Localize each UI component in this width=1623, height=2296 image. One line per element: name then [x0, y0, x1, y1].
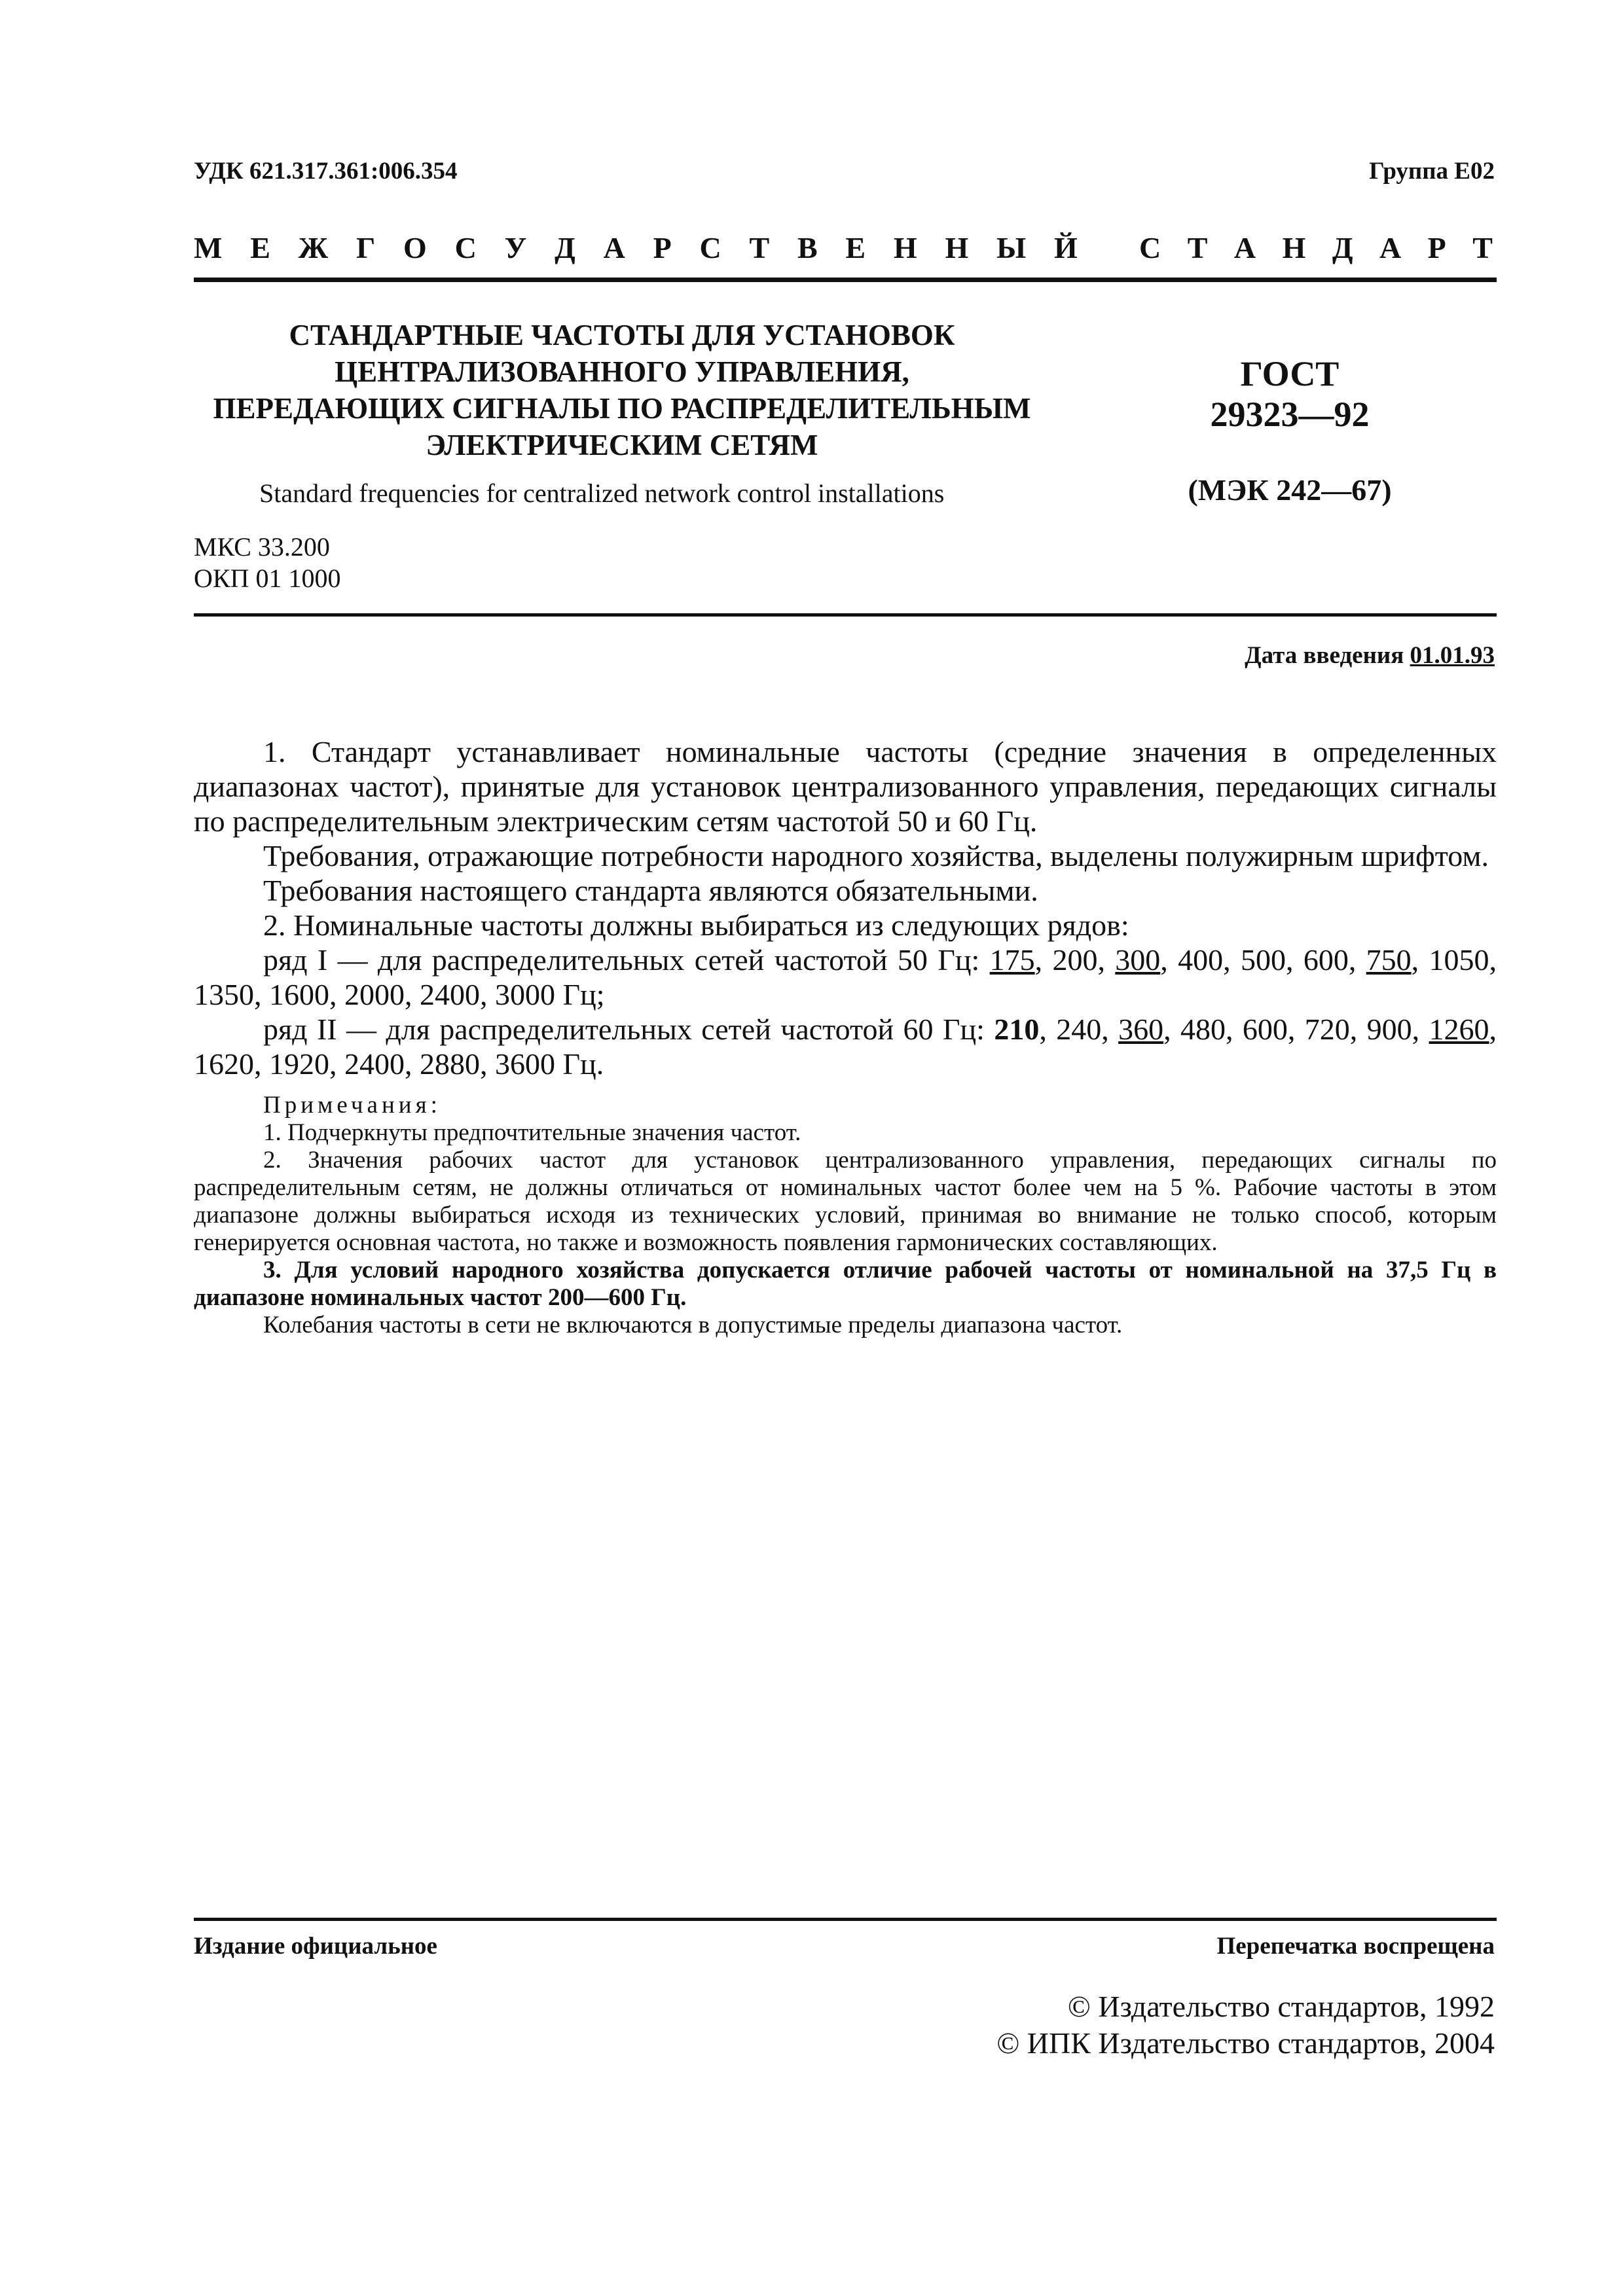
intro-date-value: 01.01.93: [1410, 642, 1495, 669]
frequency-value: 480: [1180, 1013, 1226, 1046]
interstate-letter: В: [797, 231, 818, 264]
separator: ,: [480, 1047, 495, 1081]
okp-code: ОКП 01 1000: [194, 564, 341, 593]
separator: ,: [1225, 1013, 1243, 1046]
frequency-value: 1620: [194, 1047, 254, 1081]
frequency-value: 1600: [269, 978, 329, 1011]
interstate-letter: Й: [1053, 231, 1078, 264]
footer-rule: [194, 1918, 1497, 1921]
separator: ,: [1489, 943, 1497, 977]
separator: ,: [1163, 1013, 1180, 1046]
reprint-prohibited: Перепечатка воспрещена: [1216, 1933, 1495, 1960]
title-line: ПЕРЕДАЮЩИХ СИГНАЛЫ ПО РАСПРЕДЕЛИТЕЛЬНЫМ: [213, 392, 1031, 425]
note-item: 1. Подчеркнуты предпочтительные значения частот.: [263, 1119, 801, 1146]
standard-letter: Н: [1282, 231, 1306, 264]
frequency-value: 1050: [1429, 943, 1489, 977]
standard-letter: А: [1379, 231, 1402, 264]
copyright-block: [996, 1988, 1495, 2062]
gost-designation: [1113, 353, 1467, 435]
series-unit: Гц;: [562, 978, 605, 1011]
standard-letter: Т: [1472, 231, 1493, 264]
separator: [555, 1047, 563, 1081]
separator: [555, 978, 563, 1011]
standard-letter: Р: [1427, 231, 1446, 264]
separator: ,: [1287, 1013, 1305, 1046]
standard-heading: [1139, 230, 1493, 265]
title-line: ЭЛЕКТРИЧЕСКИМ СЕТЯМ: [426, 429, 818, 461]
series-label: ряд I — для распределительных сетей частотой 50 Гц:: [263, 943, 990, 977]
top-rule: [194, 278, 1497, 282]
frequency-value: 2400: [420, 978, 480, 1011]
frequency-value: 720: [1304, 1013, 1350, 1046]
separator: ,: [254, 1047, 269, 1081]
frequency-series-2: [194, 1012, 1497, 1081]
title-line: ЦЕНТРАЛИЗОВАННОГО УПРАВЛЕНИЯ,: [335, 355, 909, 388]
introduction-date: [1245, 641, 1495, 670]
paragraph: 2. Номинальные частоты должны выбираться из следующих рядов:: [263, 908, 1129, 942]
standard-letter: А: [1233, 231, 1256, 264]
interstate-letter: Г: [356, 231, 376, 264]
frequency-value: 175: [989, 943, 1035, 977]
interstate-letter: О: [403, 231, 427, 264]
frequency-value: 360: [1118, 1013, 1164, 1046]
interstate-letter: Р: [653, 231, 672, 264]
copyright-line: © ИПК Издательство стандартов, 2004: [996, 2026, 1495, 2060]
separator: ,: [1489, 1013, 1497, 1046]
separator: ,: [1097, 943, 1116, 977]
standard-letter: С: [1139, 231, 1161, 264]
frequency-value: 2400: [344, 1047, 405, 1081]
frequency-value: 300: [1115, 943, 1161, 977]
separator: ,: [405, 978, 420, 1011]
interstate-letter: У: [504, 231, 527, 264]
separator: ,: [1160, 943, 1178, 977]
frequency-value: 750: [1366, 943, 1412, 977]
frequency-value: 500: [1240, 943, 1286, 977]
separator: ,: [1101, 1013, 1119, 1046]
group-code: Группа Е02: [1369, 158, 1495, 185]
standard-letter: Д: [1332, 231, 1353, 264]
frequency-value: 600: [1303, 943, 1349, 977]
udk-code: УДК 621.317.361:006.354: [194, 158, 458, 185]
separator: ,: [1412, 1013, 1429, 1046]
paragraph: 1. Стандарт устанавливает номинальные частоты (средние значения в определенных диапазонах частот), принятые для установок централизованного управления, передающих сигналы по распределительным электрическим сетям частотой 50 и 60 Гц.: [194, 735, 1497, 838]
mks-code: МКС 33.200: [194, 532, 330, 562]
notes-section: [194, 1092, 1497, 1339]
separator: ,: [1411, 943, 1429, 977]
title-line: СТАНДАРТНЫЕ ЧАСТОТЫ ДЛЯ УСТАНОВОК: [289, 319, 955, 351]
note-item: 2. Значения рабочих частот для установок централизованного управления, передающих сигналы по распределительным сетям, не должны отличаться от номинальных частот более чем на 5 %. Рабочие частоты в этом диапазоне должны выбираться исходя из технических условий, принимая во внимание не только способ, которым генерируется основная частота, но также и возможность появления гармонических составляющих.: [194, 1147, 1497, 1256]
standard-body: [194, 734, 1497, 1081]
separator: ,: [1223, 943, 1241, 977]
frequency-value: 3600: [495, 1047, 555, 1081]
interstate-letter: Н: [945, 231, 969, 264]
frequency-series-1: [194, 942, 1497, 1012]
english-title: Standard frequencies for centralized network control installations: [259, 478, 945, 508]
gost-label: ГОСТ: [1240, 354, 1340, 393]
separator: ,: [1349, 1013, 1367, 1046]
official-edition: Издание официальное: [194, 1933, 437, 1960]
separator: ,: [1039, 1013, 1057, 1046]
copyright-line: © Издательство стандартов, 1992: [1067, 1990, 1495, 2023]
frequency-value: 2000: [344, 978, 405, 1011]
interstate-letter: Ы: [996, 231, 1027, 264]
interstate-letter: С: [454, 231, 477, 264]
interstate-letter: Т: [749, 231, 770, 264]
frequency-value: 900: [1366, 1013, 1412, 1046]
bold-requirement: 3. Для условий народного хозяйства допускается отличие рабочей частоты от номинальной на 37,5 Гц в диапазоне номинальных частот 200—600 Гц.: [194, 1257, 1497, 1311]
interstate-letter: С: [699, 231, 721, 264]
interstate-letter: Н: [893, 231, 917, 264]
gost-number: 29323—92: [1210, 395, 1370, 434]
separator: ,: [329, 1047, 344, 1081]
frequency-value: 600: [1242, 1013, 1288, 1046]
separator: ,: [1348, 943, 1366, 977]
frequency-value: 3000: [495, 978, 555, 1011]
series-unit: Гц.: [562, 1047, 604, 1081]
frequency-value: 400: [1178, 943, 1224, 977]
interstate-letter: Е: [845, 231, 866, 264]
classifier-codes: [194, 531, 340, 594]
separator: ,: [480, 978, 495, 1011]
standard-title: [190, 317, 1054, 463]
interstate-letter: М: [194, 231, 223, 264]
paragraph: Колебания частоты в сети не включаются в допустимые пределы диапазона частот.: [263, 1312, 1123, 1338]
frequency-value: 1920: [269, 1047, 329, 1081]
interstate-letter: Ж: [298, 231, 329, 264]
separator: ,: [254, 978, 269, 1011]
frequency-value: 240: [1056, 1013, 1102, 1046]
interstate-letter: Д: [555, 231, 575, 264]
frequency-value: 210: [994, 1013, 1040, 1046]
frequency-value: 200: [1052, 943, 1098, 977]
paragraph: Требования, отражающие потребности народного хозяйства, выделены полужирным шрифтом.: [263, 839, 1489, 872]
intro-date-label: Дата введения: [1245, 642, 1404, 669]
iec-reference: (МЭК 242—67): [1188, 473, 1392, 507]
separator: ,: [329, 978, 344, 1011]
frequency-value: 1260: [1429, 1013, 1489, 1046]
interstate-letter: А: [603, 231, 625, 264]
interstate-heading: [194, 230, 1078, 265]
separator: ,: [1285, 943, 1304, 977]
frequency-value: 1350: [194, 978, 254, 1011]
middle-rule: [194, 613, 1497, 617]
notes-heading: Примечания:: [263, 1092, 441, 1119]
separator: ,: [405, 1047, 420, 1081]
frequency-value: 2880: [420, 1047, 480, 1081]
paragraph: Требования настоящего стандарта являются обязательными.: [263, 874, 1038, 907]
standard-letter: Т: [1187, 231, 1208, 264]
separator: ,: [1034, 943, 1053, 977]
interstate-letter: Е: [250, 231, 270, 264]
series-label: ряд II — для распределительных сетей частотой 60 Гц:: [263, 1013, 994, 1046]
